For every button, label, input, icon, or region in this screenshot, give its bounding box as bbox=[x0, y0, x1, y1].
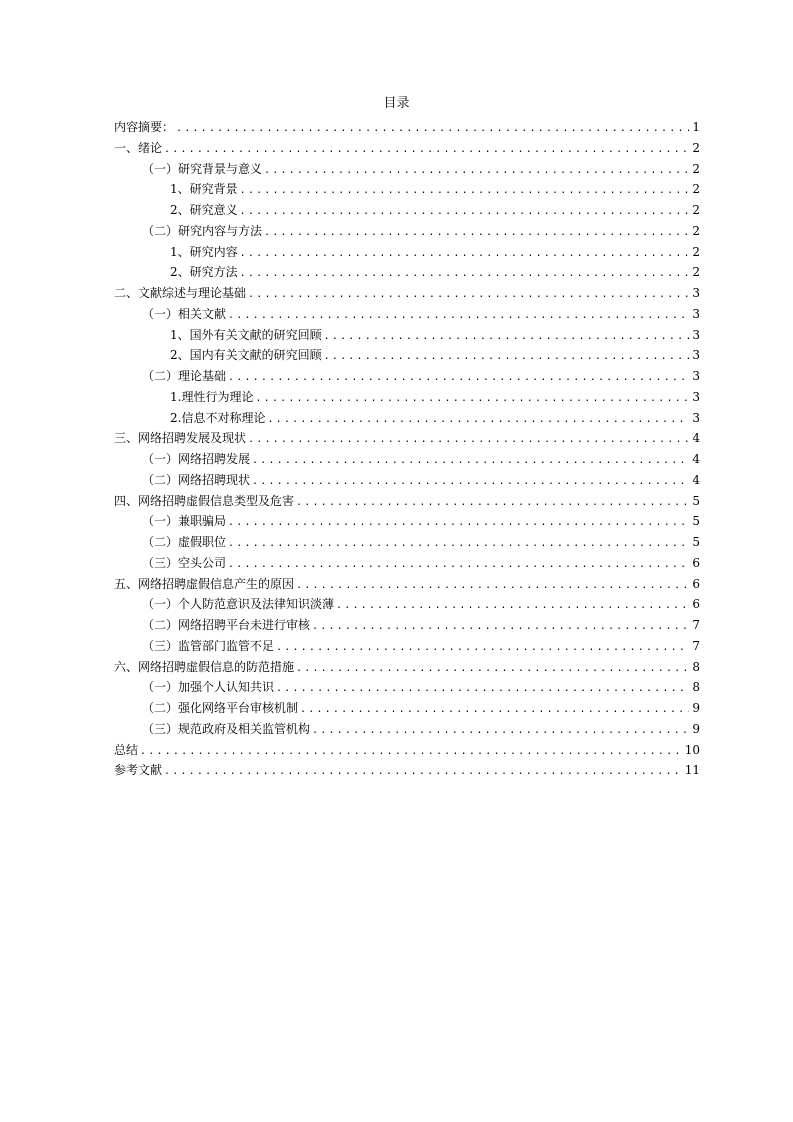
toc-entry-page-number: 10 bbox=[684, 742, 700, 757]
toc-leader-dots bbox=[228, 534, 689, 553]
toc-entry-label: 1.理性行为理论 bbox=[170, 389, 254, 404]
toc-leader-dots bbox=[252, 472, 689, 491]
toc-entry[interactable] bbox=[114, 594, 700, 615]
toc-entry-page-number: 2 bbox=[692, 203, 700, 217]
toc-entry-page-number: 3 bbox=[692, 286, 700, 300]
toc-leader-dots bbox=[255, 389, 689, 408]
toc-leader-dots bbox=[240, 244, 690, 263]
toc-entry-label: （三）空头公司 bbox=[142, 555, 227, 570]
toc-entry-label: （二）强化网络平台审核机制 bbox=[142, 701, 299, 715]
toc-entry[interactable] bbox=[114, 304, 700, 325]
toc-entry-label: （一）加强个人认知共识 bbox=[142, 680, 275, 695]
toc-entry-page-number: 8 bbox=[692, 680, 700, 695]
toc-leader-dots bbox=[228, 513, 689, 532]
toc-entry[interactable] bbox=[114, 179, 700, 200]
toc-entry-page-number: 2 bbox=[692, 140, 700, 155]
toc-entry-label: 2、国内有关文献的研究回顾 bbox=[170, 348, 322, 363]
toc-entry[interactable] bbox=[114, 760, 700, 781]
toc-entry-page-number: 6 bbox=[692, 555, 700, 570]
toc-entry[interactable] bbox=[114, 117, 700, 138]
toc-entry[interactable] bbox=[114, 449, 700, 470]
toc-leader-dots bbox=[296, 659, 689, 678]
toc-leader-dots bbox=[228, 368, 689, 387]
toc-entry[interactable] bbox=[114, 698, 700, 719]
toc-entry[interactable] bbox=[114, 200, 700, 221]
toc-entry[interactable] bbox=[114, 387, 700, 408]
toc-entry-page-number: 3 bbox=[692, 306, 700, 321]
toc-leader-dots bbox=[300, 700, 689, 719]
toc-entry-label: 参考文献 bbox=[114, 763, 163, 778]
toc-leader-dots bbox=[336, 596, 689, 615]
toc-entry[interactable] bbox=[114, 553, 700, 574]
toc-entry-label: 总结 bbox=[114, 742, 139, 757]
toc-entry-page-number: 4 bbox=[692, 452, 700, 466]
toc-entry-page-number: 11 bbox=[684, 763, 700, 778]
toc-entry[interactable] bbox=[114, 470, 700, 491]
toc-entry-label: （三）规范政府及相关监管机构 bbox=[142, 721, 311, 736]
toc-entry[interactable] bbox=[114, 159, 700, 180]
toc-leader-dots bbox=[140, 742, 682, 761]
toc-entry-page-number: 5 bbox=[692, 493, 700, 508]
toc-entry-page-number: 5 bbox=[692, 514, 700, 529]
toc-entry[interactable] bbox=[114, 657, 700, 678]
toc-entry-page-number: 2 bbox=[692, 223, 700, 238]
toc-entry-label: 1、研究背景 bbox=[170, 182, 238, 197]
toc-entry-label: （一）相关文献 bbox=[142, 306, 227, 321]
toc-entry[interactable] bbox=[114, 511, 700, 532]
toc-leader-dots bbox=[312, 617, 689, 636]
toc-leader-dots bbox=[264, 223, 689, 242]
toc-entry-page-number: 3 bbox=[692, 348, 700, 363]
toc-entry-page-number: 7 bbox=[692, 618, 700, 632]
toc-entry-label: 六、网络招聘虚假信息的防范措施 bbox=[114, 659, 295, 674]
toc-entry[interactable] bbox=[114, 677, 700, 698]
toc-entry-page-number: 3 bbox=[692, 327, 700, 342]
toc-entry-page-number: 6 bbox=[692, 576, 700, 591]
toc-entry[interactable] bbox=[114, 428, 700, 449]
toc-entry-label: 四、网络招聘虚假信息类型及危害 bbox=[114, 493, 295, 508]
toc-entry-label: （二）虚假职位 bbox=[142, 535, 227, 549]
toc-leader-dots bbox=[164, 140, 689, 159]
toc-entry-label: 1、研究内容 bbox=[170, 244, 238, 259]
toc-entry[interactable] bbox=[114, 408, 700, 429]
toc-entry-page-number: 6 bbox=[692, 597, 700, 612]
toc-entry-page-number: 2 bbox=[692, 244, 700, 259]
toc-entry-page-number: 1 bbox=[692, 120, 700, 134]
toc-leader-dots bbox=[176, 119, 689, 138]
toc-entry[interactable] bbox=[114, 491, 700, 512]
toc-entry-label: 三、网络招聘发展及现状 bbox=[114, 431, 247, 446]
toc-entry-page-number: 9 bbox=[692, 721, 700, 736]
toc-title: 目录 bbox=[383, 96, 410, 111]
toc-entry-label: 2、研究意义 bbox=[170, 203, 238, 217]
toc-entry[interactable] bbox=[114, 719, 700, 740]
toc-entry-page-number: 5 bbox=[692, 535, 700, 549]
toc-entry-page-number: 3 bbox=[692, 410, 700, 425]
toc-entry-page-number: 9 bbox=[692, 701, 700, 715]
table-of-contents bbox=[114, 117, 700, 781]
toc-entry-label: （一）兼职骗局 bbox=[142, 514, 227, 529]
toc-entry-label: 1、国外有关文献的研究回顾 bbox=[170, 327, 322, 342]
toc-leader-dots bbox=[267, 410, 689, 429]
toc-entry-label: （二）网络招聘现状 bbox=[142, 472, 251, 487]
toc-entry-page-number: 3 bbox=[692, 389, 700, 404]
toc-leader-dots bbox=[248, 285, 689, 304]
toc-leader-dots bbox=[264, 161, 689, 180]
toc-leader-dots bbox=[324, 327, 690, 346]
toc-leader-dots bbox=[240, 181, 690, 200]
toc-entry-page-number: 4 bbox=[692, 431, 700, 446]
toc-entry-page-number: 3 bbox=[692, 369, 700, 383]
toc-leader-dots bbox=[248, 430, 689, 449]
toc-leader-dots bbox=[276, 638, 689, 657]
toc-entry[interactable] bbox=[114, 283, 700, 304]
toc-entry[interactable] bbox=[114, 532, 700, 553]
toc-leader-dots bbox=[296, 493, 689, 512]
toc-entry-page-number: 2 bbox=[692, 161, 700, 176]
toc-entry[interactable] bbox=[114, 138, 700, 159]
toc-entry[interactable] bbox=[114, 345, 700, 366]
toc-leader-dots bbox=[228, 555, 689, 574]
toc-leader-dots bbox=[164, 762, 682, 781]
toc-entry[interactable] bbox=[114, 574, 700, 595]
toc-entry-label: （三）监管部门监管不足 bbox=[142, 638, 275, 653]
toc-leader-dots bbox=[312, 721, 689, 740]
toc-leader-dots bbox=[276, 679, 689, 698]
toc-entry[interactable] bbox=[114, 221, 700, 242]
toc-entry[interactable] bbox=[114, 262, 700, 283]
toc-leader-dots bbox=[240, 202, 690, 221]
toc-entry-label: （一）研究背景与意义 bbox=[142, 161, 263, 176]
toc-entry-page-number: 7 bbox=[692, 638, 700, 653]
toc-entry-page-number: 4 bbox=[692, 472, 700, 487]
toc-entry[interactable] bbox=[114, 242, 700, 263]
toc-entry-page-number: 2 bbox=[692, 265, 700, 280]
toc-leader-dots bbox=[252, 451, 689, 470]
toc-entry[interactable] bbox=[114, 740, 700, 761]
toc-entry-label: 内容摘要： bbox=[114, 120, 175, 134]
toc-leader-dots bbox=[240, 264, 690, 283]
toc-entry-label: （一）网络招聘发展 bbox=[142, 452, 251, 466]
toc-entry-page-number: 8 bbox=[692, 659, 700, 674]
toc-leader-dots bbox=[296, 576, 689, 595]
toc-entry-label: 一、绪论 bbox=[114, 140, 163, 155]
toc-entry[interactable] bbox=[114, 615, 700, 636]
toc-entry[interactable] bbox=[114, 366, 700, 387]
toc-entry-page-number: 2 bbox=[692, 182, 700, 197]
toc-entry-label: 五、网络招聘虚假信息产生的原因 bbox=[114, 576, 295, 591]
toc-entry-label: 二、文献综述与理论基础 bbox=[114, 286, 247, 300]
toc-entry[interactable] bbox=[114, 325, 700, 346]
toc-leader-dots bbox=[324, 347, 690, 366]
toc-entry-label: 2.信息不对称理论 bbox=[170, 410, 266, 425]
toc-entry-label: （二）研究内容与方法 bbox=[142, 223, 263, 238]
toc-entry-label: 2、研究方法 bbox=[170, 265, 238, 280]
toc-entry[interactable] bbox=[114, 636, 700, 657]
toc-entry-label: （一）个人防范意识及法律知识淡薄 bbox=[142, 597, 335, 612]
toc-entry-label: （二）理论基础 bbox=[142, 369, 227, 383]
toc-leader-dots bbox=[228, 306, 689, 325]
toc-entry-label: （二）网络招聘平台未进行审核 bbox=[142, 618, 311, 632]
